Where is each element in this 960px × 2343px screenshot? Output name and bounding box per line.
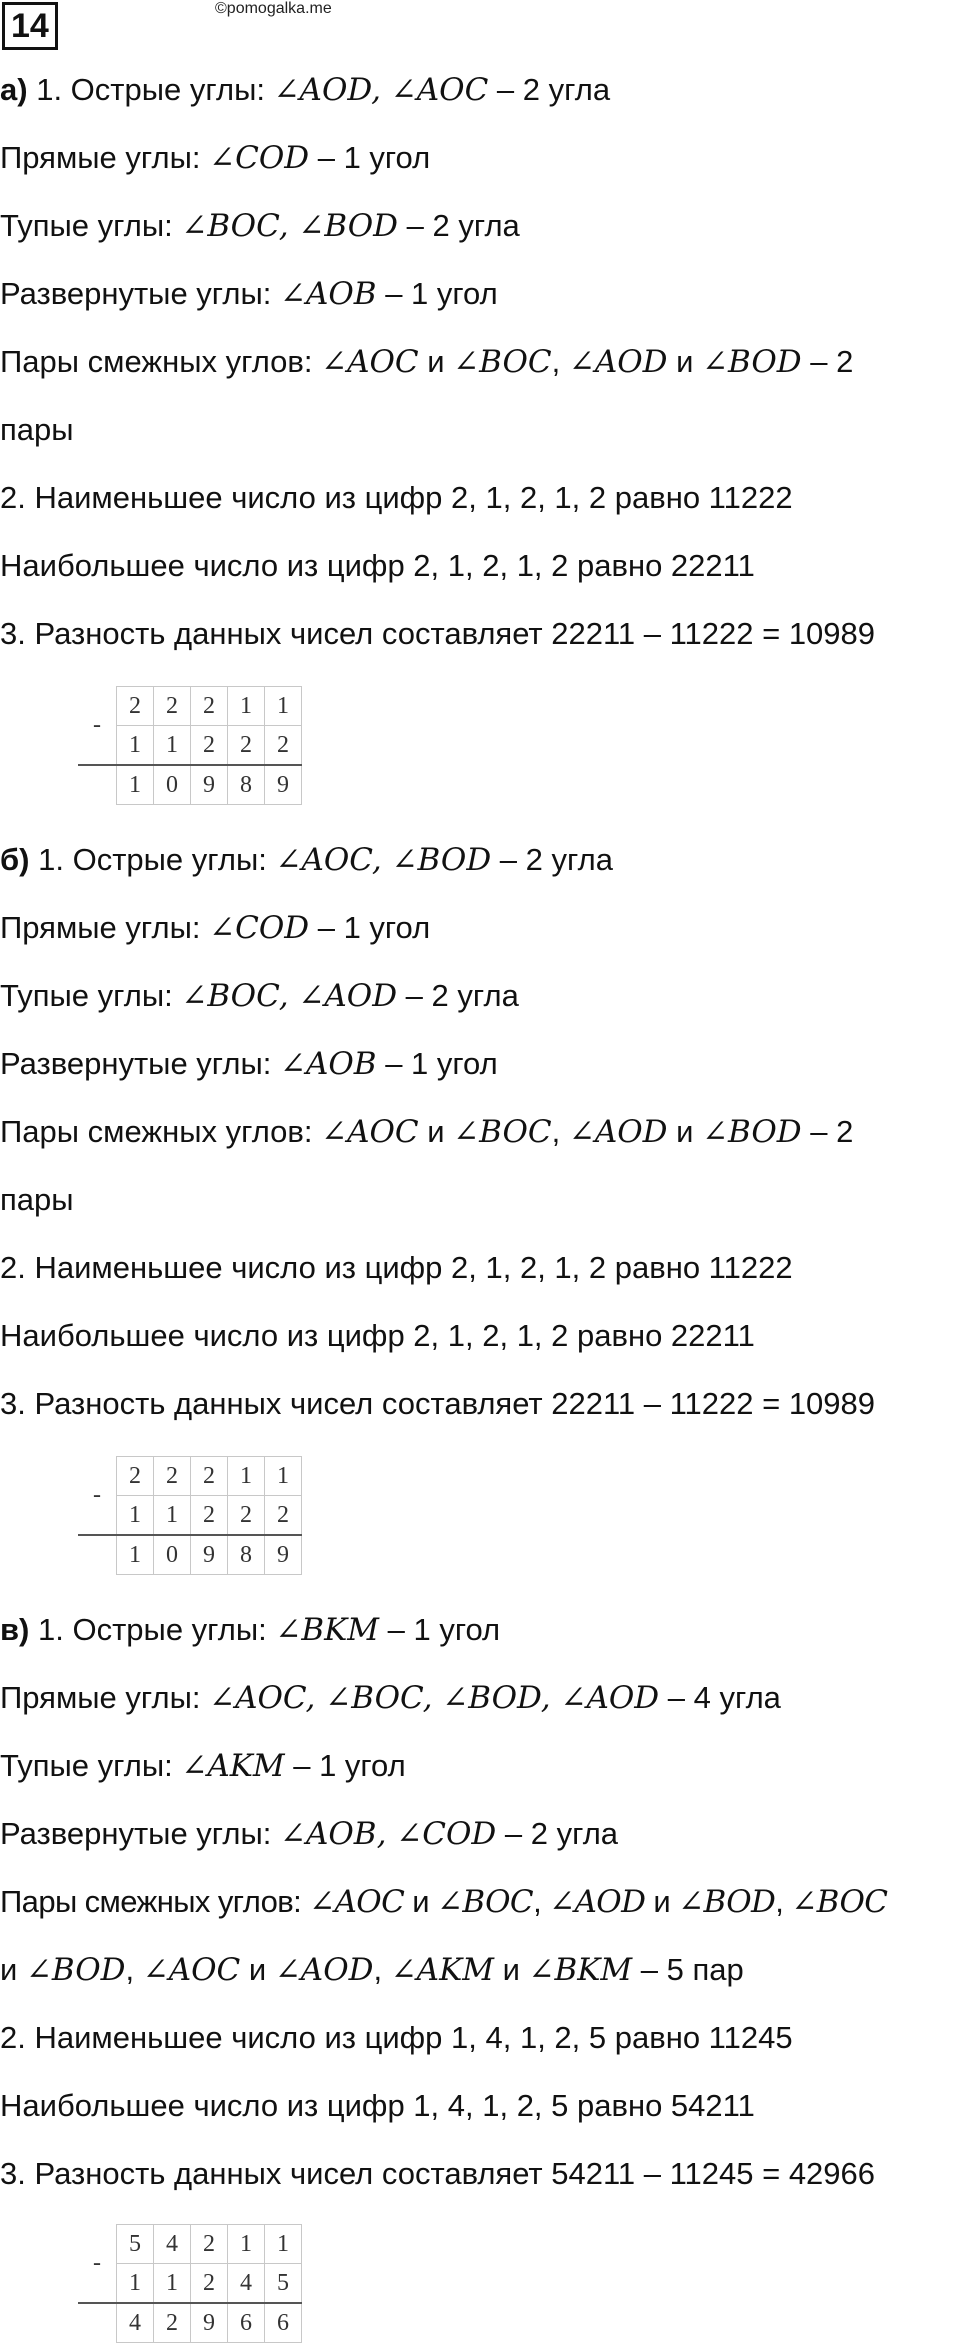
task-number-box: 14 [2, 2, 58, 50]
digit-cell: 1 [117, 765, 154, 805]
empty-cell [78, 765, 117, 805]
math-angles: ∠AOB [280, 1046, 377, 1082]
section-b-straight: Развернутые углы: ∠AOB – 1 угол [0, 1046, 498, 1082]
digit-cell: 1 [228, 2225, 265, 2264]
digit-cell: 2 [191, 1457, 228, 1496]
subtraction-column-b [78, 1456, 302, 1575]
digit-cell: 1 [265, 1457, 302, 1496]
section-c-obtuse: Тупые углы: ∠AKM – 1 угол [0, 1748, 406, 1784]
digit-cell: 1 [154, 726, 191, 766]
math-angles: ∠AKM [181, 1748, 285, 1784]
digit-cell: 1 [265, 687, 302, 726]
digit-cell: 5 [117, 2225, 154, 2264]
digit-cell: 1 [228, 1457, 265, 1496]
math-angles: ∠AOB, ∠COD [280, 1816, 497, 1852]
section-c-adjacent-line2: и ∠BOD, ∠AOC и ∠AOD, ∠AKM и ∠BKM – 5 пар [0, 1952, 744, 1988]
digit-cell: 0 [154, 1535, 191, 1575]
section-a-difference: 3. Разность данных чисел составляет 22211 – 11222 = 10989 [0, 616, 876, 651]
section-c-acute: в) 1. Острые углы: ∠BKM – 1 угол [0, 1612, 501, 1648]
section-b-acute: б) 1. Острые углы: ∠AOC, ∠BOD – 2 угла [0, 842, 613, 878]
section-a-adjacent-line1: Пары смежных углов: ∠AOC и ∠BOC, ∠AOD и ∠BOD – 2 [0, 344, 854, 380]
digit-cell: 2 [191, 2264, 228, 2304]
digit-cell: 1 [117, 726, 154, 766]
digit-cell: 9 [191, 765, 228, 805]
minus-sign: - [78, 2225, 117, 2304]
subtraction-column-c [78, 2224, 302, 2343]
section-c-straight: Развернутые углы: ∠AOB, ∠COD – 2 угла [0, 1816, 619, 1852]
section-a-largest: Наибольшее число из цифр 2, 1, 2, 1, 2 равно 22211 [0, 548, 755, 583]
digit-cell: 8 [228, 1535, 265, 1575]
digit-cell: 6 [228, 2303, 265, 2343]
digit-cell: 2 [154, 2303, 191, 2343]
digit-cell: 9 [191, 1535, 228, 1575]
section-a-straight: Развернутые углы: ∠AOB – 1 угол [0, 276, 498, 312]
digit-cell: 2 [117, 687, 154, 726]
digit-cell: 1 [154, 1496, 191, 1536]
section-label: б) [0, 842, 30, 877]
digit-cell: 5 [265, 2264, 302, 2304]
digit-cell: 1 [265, 2225, 302, 2264]
section-label: в) [0, 1612, 30, 1647]
math-angles: ∠AOC, ∠BOD [275, 842, 492, 878]
section-b-right: Прямые углы: ∠COD – 1 угол [0, 910, 431, 946]
digit-cell: 2 [117, 1457, 154, 1496]
digit-cell: 9 [265, 765, 302, 805]
section-b-largest: Наибольшее число из цифр 2, 1, 2, 1, 2 равно 22211 [0, 1318, 755, 1353]
digit-cell: 2 [265, 726, 302, 766]
section-b-obtuse: Тупые углы: ∠BOC, ∠AOD – 2 угла [0, 978, 519, 1014]
math-angles: ∠BOC, ∠AOD [181, 978, 398, 1014]
digit-cell: 2 [191, 687, 228, 726]
digit-cell: 4 [228, 2264, 265, 2304]
digit-cell: 1 [117, 1496, 154, 1536]
digit-cell: 2 [154, 1457, 191, 1496]
math-angles: ∠AOC, ∠BOC, ∠BOD, ∠AOD [209, 1680, 660, 1716]
minus-sign: - [78, 687, 117, 766]
section-label: а) [0, 72, 28, 107]
section-c-adjacent-line1: Пары смежных углов: ∠AOC и ∠BOC, ∠AOD и ∠BOD, ∠BOC [0, 1884, 888, 1920]
section-a-acute: а) 1. Острые углы: ∠AOD, ∠AOC – 2 угла [0, 72, 611, 108]
digit-cell: 2 [191, 1496, 228, 1536]
math-angles: ∠BKM [275, 1612, 380, 1648]
section-b-adjacent-line1: Пары смежных углов: ∠AOC и ∠BOC, ∠AOD и ∠BOD – 2 [0, 1114, 854, 1150]
digit-cell: 0 [154, 765, 191, 805]
section-c-largest: Наибольшее число из цифр 1, 4, 1, 2, 5 равно 54211 [0, 2088, 755, 2123]
section-b-difference: 3. Разность данных чисел составляет 22211 – 11222 = 10989 [0, 1386, 876, 1421]
section-c-smallest: 2. Наименьшее число из цифр 1, 4, 1, 2, 5 равно 11245 [0, 2020, 793, 2055]
section-a-adjacent-line2: пары [0, 412, 74, 447]
math-angles: ∠AOB [280, 276, 377, 312]
section-a-smallest: 2. Наименьшее число из цифр 2, 1, 2, 1, 2 равно 11222 [0, 480, 793, 515]
digit-cell: 2 [228, 1496, 265, 1536]
section-b-smallest: 2. Наименьшее число из цифр 2, 1, 2, 1, 2 равно 11222 [0, 1250, 793, 1285]
math-angles: ∠BOC, ∠BOD [181, 208, 399, 244]
digit-cell: 4 [154, 2225, 191, 2264]
digit-cell: 1 [117, 1535, 154, 1575]
digit-cell: 1 [154, 2264, 191, 2304]
digit-cell: 1 [228, 687, 265, 726]
digit-cell: 9 [265, 1535, 302, 1575]
math-angles: ∠COD [209, 140, 310, 176]
math-angles: ∠AOD, ∠AOC [273, 72, 489, 108]
digit-cell: 4 [117, 2303, 154, 2343]
digit-cell: 2 [191, 726, 228, 766]
watermark: ©pomogalka.me [215, 0, 332, 17]
digit-cell: 2 [228, 726, 265, 766]
digit-cell: 2 [191, 2225, 228, 2264]
section-c-difference: 3. Разность данных чисел составляет 54211 – 11245 = 42966 [0, 2156, 876, 2191]
empty-cell [78, 2303, 117, 2343]
math-angles: ∠COD [209, 910, 310, 946]
empty-cell [78, 1535, 117, 1575]
section-a-right: Прямые углы: ∠COD – 1 угол [0, 140, 431, 176]
section-c-right: Прямые углы: ∠AOC, ∠BOC, ∠BOD, ∠AOD – 4 угла [0, 1680, 781, 1716]
digit-cell: 8 [228, 765, 265, 805]
section-a-obtuse: Тупые углы: ∠BOC, ∠BOD – 2 угла [0, 208, 520, 244]
section-b-adjacent-line2: пары [0, 1182, 74, 1217]
minus-sign: - [78, 1457, 117, 1536]
digit-cell: 2 [154, 687, 191, 726]
digit-cell: 1 [117, 2264, 154, 2304]
digit-cell: 6 [265, 2303, 302, 2343]
digit-cell: 9 [191, 2303, 228, 2343]
digit-cell: 2 [265, 1496, 302, 1536]
subtraction-column-a [78, 686, 302, 805]
